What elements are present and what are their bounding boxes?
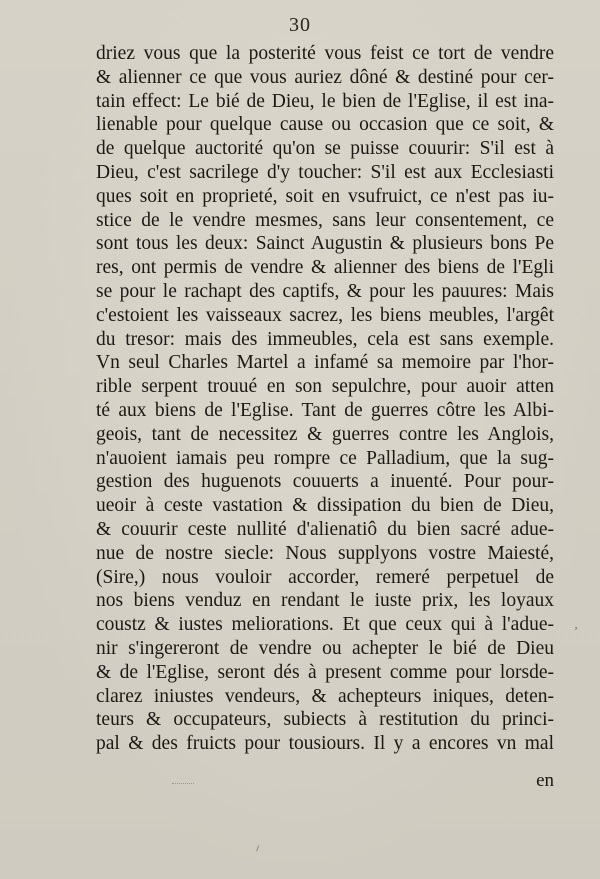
text-line: nue de nostre siecle: Nous supplyons vostre Maiesté, xyxy=(96,542,554,564)
text-line: teurs & occupateurs, subiects à restitution du princi- xyxy=(96,709,554,731)
text-line: té aux biens de l'Eglise. Tant de guerres côtre les Albi- xyxy=(96,399,554,421)
text-line: ueoir à ceste vastation & dissipation du bien de Dieu, xyxy=(96,495,554,517)
text-line: du tresor: mais des immeubles, cela est sans exemple. xyxy=(96,328,554,350)
text-line: Vn seul Charles Martel a infamé sa memoire par l'hor- xyxy=(96,352,554,374)
text-line: (Sire,) nous vouloir accorder, remeré perpetuel de xyxy=(96,566,554,588)
text-line: nir s'ingereront de vendre ou achepter le bié de Dieu xyxy=(96,637,554,659)
text-line: & couurir ceste nullité d'alienatiô du bien sacré adue- xyxy=(96,518,554,540)
ink-bleed xyxy=(172,783,194,787)
text-line: stice de le vendre mesmes, sans leur consentement, ce xyxy=(96,209,554,231)
text-line: geois, tant de necessitez & guerres contre les Anglois, xyxy=(96,423,554,445)
text-line: & alienner ce que vous auriez dôné & destiné pour cer- xyxy=(96,66,554,88)
text-line: n'auoient iamais peu rompre ce Palladium, que la sug- xyxy=(96,447,554,469)
text-line: sont tous les deux: Sainct Augustin & plusieurs bons Pe xyxy=(96,233,554,255)
text-line: lienable pour quelque cause ou occasion que ce soit, & xyxy=(96,114,554,136)
text-line: clarez iniustes vendeurs, & achepteurs iniques, deten- xyxy=(96,685,554,707)
page-number: 30 xyxy=(289,14,311,36)
text-line: Dieu, c'est sacrilege d'y toucher: S'il est aux Ecclesiasti xyxy=(96,161,554,183)
text-line: coustz & iustes meliorations. Et que ceux qui à l'adue- xyxy=(96,614,554,636)
text-line: driez vous que la posterité vous feist ce tort de vendre xyxy=(96,43,554,64)
body-text xyxy=(96,42,554,756)
text-line: tain effect: Le bié de Dieu, le bien de l'Eglise, il est ina- xyxy=(96,90,554,112)
text-line: pal & des fruicts pour tousiours. Il y a encores vn mal xyxy=(96,733,554,755)
text-line: c'estoient les vaisseaux sacrez, les biens meubles, l'argêt xyxy=(96,304,554,326)
text-line: & de l'Eglise, seront dés à present comme pour lorsde- xyxy=(96,661,554,683)
text-line: gestion des huguenots couuerts a inuenté. Pour pour- xyxy=(96,471,554,493)
text-line: rible serpent trouué en son sepulchre, pour auoir atten xyxy=(96,376,554,398)
text-line: se pour le rachapt des captifs, & pour les pauures: Mais xyxy=(96,280,554,302)
text-line: nos biens venduz en rendant le iuste prix, les loyaux xyxy=(96,590,554,612)
text-line: ques soit en proprieté, soit en vsufruict, ce n'est pas iu- xyxy=(96,185,554,207)
paper-speck xyxy=(256,845,263,852)
catchword: en xyxy=(536,770,554,791)
text-line: de quelque auctorité qu'on se puisse couurir: S'il est à xyxy=(96,138,554,160)
text-line: res, ont permis de vendre & alienner des biens de l'Egli xyxy=(96,257,554,279)
margin-mark: ʼ xyxy=(574,624,578,638)
